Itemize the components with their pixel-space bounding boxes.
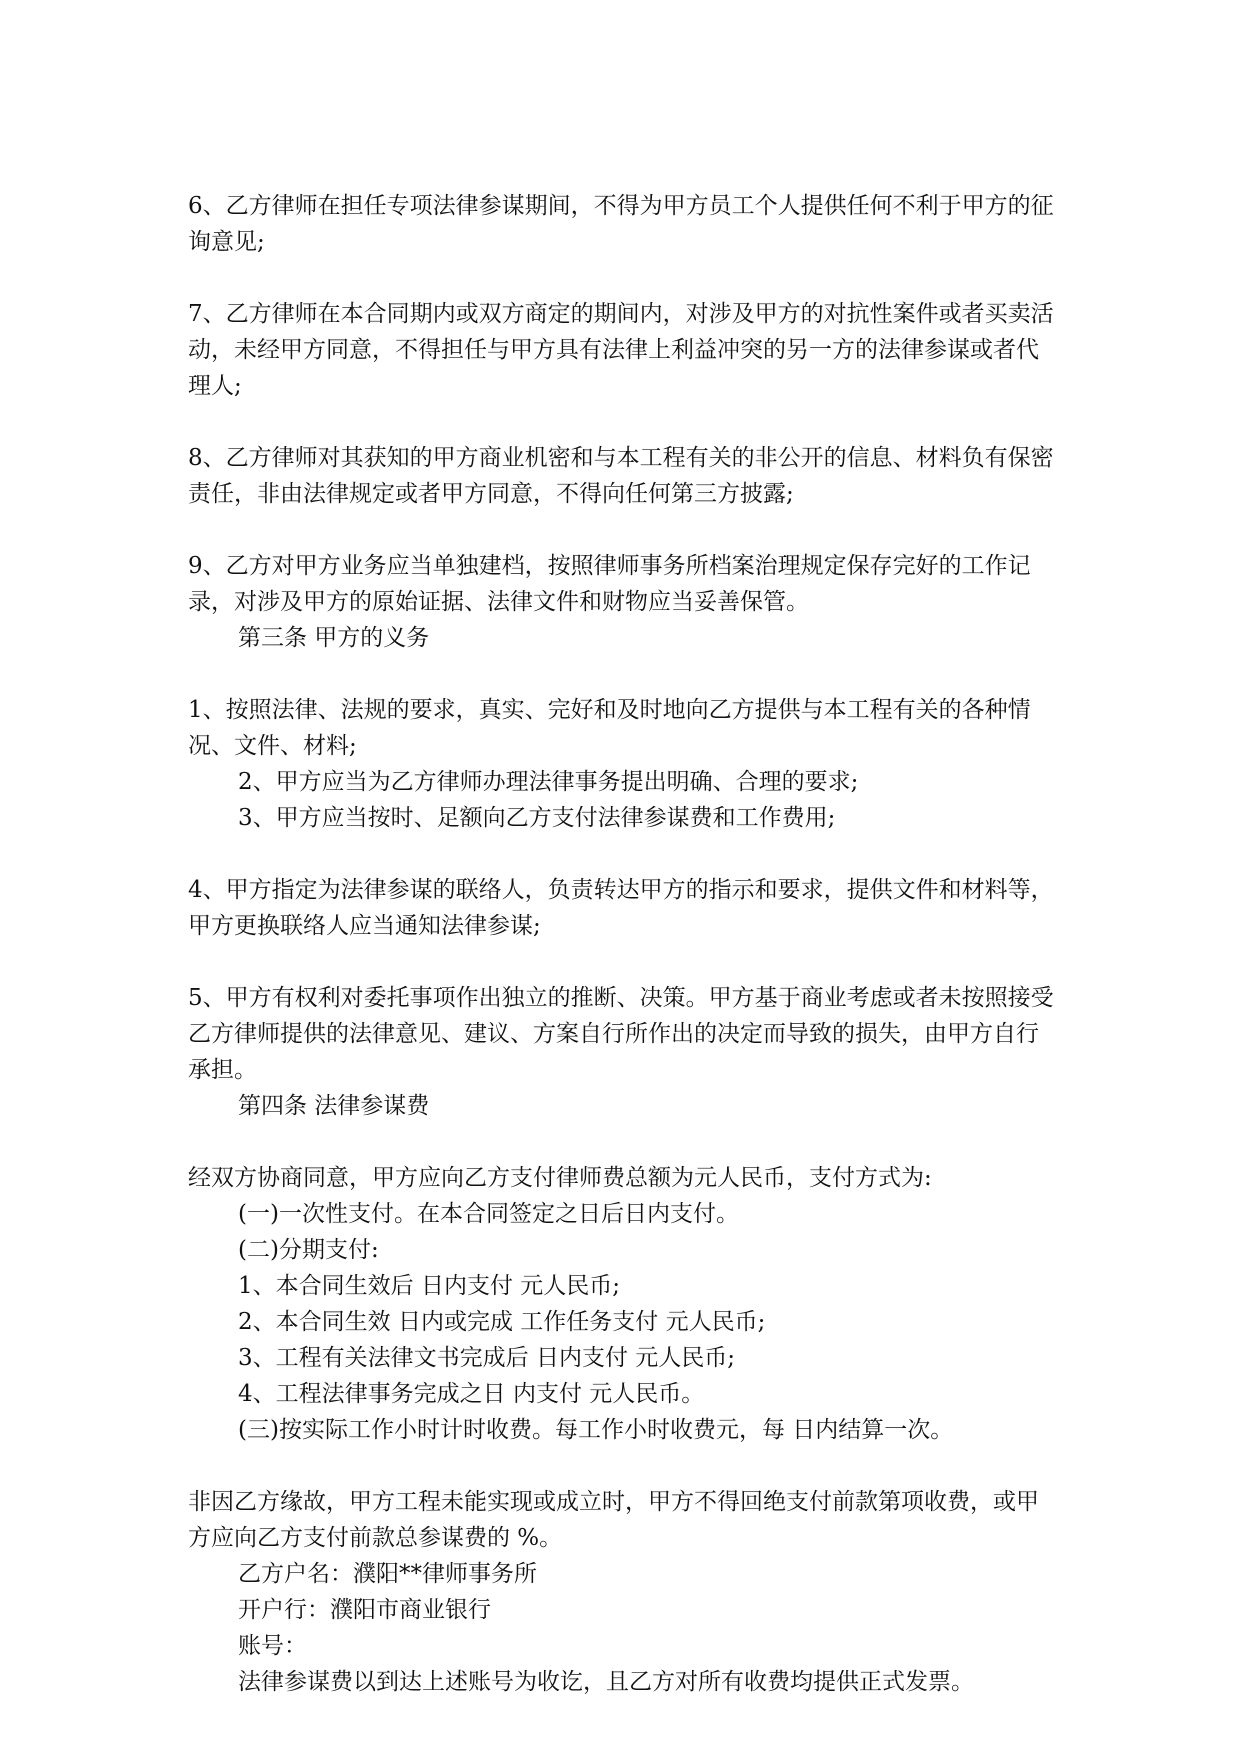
paragraph: 经双方协商同意，甲方应向乙方支付律师费总额为元人民币，支付方式为:	[188, 1165, 932, 1191]
document-page	[188, 188, 1058, 1700]
indented-line: (三)按实际工作小时计时收费。每工作小时收费元，每 日内结算一次。	[238, 1417, 954, 1443]
indented-line: 开户行：濮阳市商业银行	[238, 1597, 491, 1623]
paragraph: 1、按照法律、法规的要求，真实、完好和及时地向乙方提供与本工程有关的各种情况、文件、材料;	[188, 697, 1031, 759]
paragraph: 4、甲方指定为法律参谋的联络人，负责转达甲方的指示和要求，提供文件和材料等，甲方更换联络人应当通知法律参谋;	[188, 877, 1054, 939]
indented-line: 第四条 法律参谋费	[238, 1093, 430, 1119]
indented-line: 第三条 甲方的义务	[238, 625, 430, 651]
paragraph: 8、乙方律师对其获知的甲方商业机密和与本工程有关的非公开的信息、材料负有保密责任，非由法律规定或者甲方同意，不得向任何第三方披露;	[188, 445, 1054, 507]
paragraph-gap	[188, 1124, 1058, 1160]
indented-line: (一)一次性支付。在本合同签定之日后日内支付。	[238, 1201, 739, 1227]
paragraph: 7、乙方律师在本合同期内或双方商定的期间内，对涉及甲方的对抗性案件或者买卖活动，未经甲方同意，不得担任与甲方具有法律上利益冲突的另一方的法律参谋或者代理人;	[188, 301, 1054, 399]
paragraph-gap	[188, 260, 1058, 296]
indented-line: 账号：	[238, 1633, 307, 1659]
paragraph: 9、乙方对甲方业务应当单独建档，按照律师事务所档案治理规定保存完好的工作记录，对涉及甲方的原始证据、法律文件和财物应当妥善保管。	[188, 553, 1031, 615]
paragraph: 非因乙方缘故，甲方工程未能实现或成立时，甲方不得回绝支付前款第项收费，或甲方应向乙方支付前款总参谋费的 %。	[188, 1489, 1039, 1551]
paragraph: 5、甲方有权利对委托事项作出独立的推断、决策。甲方基于商业考虑或者未按照接受乙方律师提供的法律意见、建议、方案自行所作出的决定而导致的损失，由甲方自行承担。	[188, 985, 1054, 1083]
paragraph-gap	[188, 512, 1058, 548]
indented-line: 3、工程有关法律文书完成后 日内支付 元人民币;	[238, 1345, 736, 1371]
indented-line: 乙方户名：濮阳**律师事务所	[238, 1561, 537, 1587]
paragraph-gap	[188, 944, 1058, 980]
indented-line: 3、甲方应当按时、足额向乙方支付法律参谋费和工作费用;	[238, 805, 836, 831]
indented-line: 2、甲方应当为乙方律师办理法律事务提出明确、合理的要求;	[238, 769, 859, 795]
indented-line: 2、本合同生效 日内或完成 工作任务支付 元人民币;	[238, 1309, 766, 1335]
indented-line: 4、工程法律事务完成之日 内支付 元人民币。	[238, 1381, 705, 1407]
paragraph-gap	[188, 836, 1058, 872]
paragraph: 6、乙方律师在担任专项法律参谋期间，不得为甲方员工个人提供任何不利于甲方的征询意见;	[188, 193, 1054, 255]
indented-line: 1、本合同生效后 日内支付 元人民币;	[238, 1273, 621, 1299]
paragraph-gap	[188, 1448, 1058, 1484]
indented-line: (二)分期支付:	[238, 1237, 379, 1263]
paragraph-gap	[188, 656, 1058, 692]
paragraph-gap	[188, 404, 1058, 440]
indented-line: 法律参谋费以到达上述账号为收讫，且乙方对所有收费均提供正式发票。	[238, 1669, 974, 1695]
